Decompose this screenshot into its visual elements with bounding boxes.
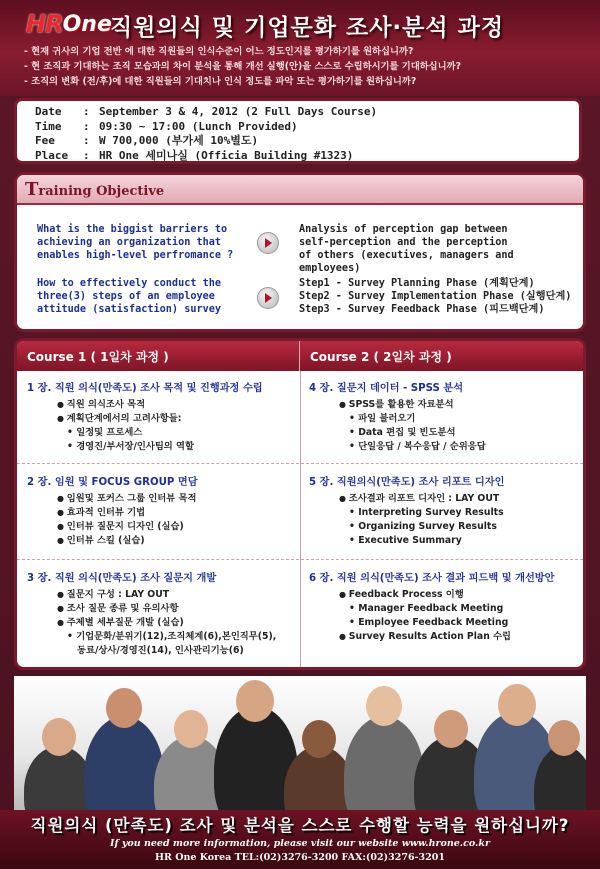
list-item: 동료/상사/경영진(14), 인사관리기능(6)	[77, 645, 244, 656]
list-item: • Manager Feedback Meeting	[309, 602, 554, 616]
chapter-title: 4 장. 질문지 데이터 - SPSS 분석	[309, 383, 464, 394]
list-item: • Interpreting Survey Results	[309, 506, 504, 520]
row-divider	[17, 463, 583, 465]
column-divider	[300, 371, 301, 667]
info-row-place: Place : HR One 세미나실 (Officia Building #1323)	[35, 148, 354, 162]
objective-question: What is the biggist barriers to achieving an organization that enables high-level perfromance ?	[37, 224, 234, 261]
list-item: • 파일 불러오기	[309, 412, 486, 426]
list-item: ● 임원및 포커스 그룹 인터뷰 목적	[27, 492, 198, 506]
list-item: ● 인터뷰 질문지 디자인 (실습)	[27, 520, 198, 534]
chapter-6	[309, 569, 554, 644]
arrow-right-icon	[257, 232, 279, 254]
footer-contact-text: HR One Korea TEL:(02)3276-3200 FAX:(02)3276-3201	[155, 852, 445, 863]
chapter-title: 5 장. 직원의식(만족도) 조사 리포트 디자인	[309, 477, 505, 488]
header-bullet-list	[24, 44, 584, 89]
header-bullet: - 현재 귀사의 기업 전반 에 대한 직원들의 인식수준이 어느 정도인지를 평가하기를 원하십니까?	[24, 46, 414, 57]
list-item: ● 조사결과 리포트 디자인 : LAY OUT	[309, 492, 504, 506]
chapter-title: 6 장. 직원 의식(만족도) 조사 결과 피드백 및 개선방안	[309, 573, 555, 584]
list-item: • Data 편집 및 빈도분석	[309, 426, 486, 440]
list-item: • 단일응답 / 복수응답 / 순위응답	[309, 440, 486, 454]
chapter-4	[309, 379, 486, 454]
list-item: ● 조사 질문 종류 및 유의사항	[27, 602, 276, 616]
list-item: ● 직원 의식조사 목적	[27, 398, 263, 412]
list-item: • 일정및 프로세스	[27, 426, 263, 440]
cheering-group-photo	[14, 676, 586, 812]
course1-label: Course 1 ( 1일차 과정 )	[17, 341, 300, 371]
chapter-2	[27, 473, 198, 548]
chapter-title: 2 장. 임원 및 FOCUS GROUP 면담	[27, 477, 198, 488]
list-item: ● 인터뷰 스킬 (실습)	[27, 534, 198, 548]
objective-answer: Analysis of perception gap between self-perception and the perception of others (executives, managers and employees)	[299, 224, 514, 274]
list-item: ● Feedback Process 이행	[309, 588, 554, 602]
list-item: ● SPSS를 활용한 자료분석	[309, 398, 486, 412]
chapter-title: 1 장. 직원 의식(만족도) 조사 목적 및 진행과정 수립	[27, 383, 263, 394]
header-bullet: - 조직의 변화 (전/후)에 대한 직원들의 기대치나 인식 정도를 파악 또는 평가하기를 원하십니까?	[24, 76, 417, 87]
list-item: ● 계획단계에서의 고려사항들:	[27, 412, 263, 426]
header-bullet: - 현 조직과 기대하는 조직 모습과의 차이 분석을 통해 개선 실행(안)을 스스로 수립하시기를 기대하십니까?	[24, 61, 462, 72]
page-title: 직원의식 및 기업문화 조사·분석 과정	[110, 15, 505, 41]
chapter-3	[27, 569, 276, 658]
training-objective-header	[17, 175, 583, 205]
chapter-5	[309, 473, 504, 548]
list-item: ● 질문지 구성 : LAY OUT	[27, 588, 276, 602]
course-info-box	[14, 98, 582, 164]
training-objective-title: Training Objective	[25, 178, 165, 200]
list-item: • Employee Feedback Meeting	[309, 616, 554, 630]
hrone-logo: HR One	[26, 10, 112, 38]
course2-label: Course 2 ( 2일차 과정 )	[310, 349, 452, 364]
row-divider	[17, 559, 583, 561]
footer-slogan: 직원의식 (만족도) 조사 및 분석을 스스로 수행할 능력을 원하십니까?	[30, 816, 570, 835]
list-item: ● 주제별 세부질문 개발 (실습)	[27, 616, 276, 630]
header	[0, 0, 600, 96]
arrow-right-icon	[257, 287, 279, 309]
chapter-title: 3 장. 직원 의식(만족도) 조사 질문지 개발	[27, 573, 217, 584]
course-grid	[17, 371, 583, 667]
footer-website-text: If you need more information, please visit our website www.hrone.co.kr	[110, 838, 490, 849]
info-row-date: Date : September 3 & 4, 2012 (2 Full Days Course)	[35, 105, 378, 118]
chapter-1	[27, 379, 263, 454]
course-header	[17, 341, 583, 371]
list-item: • Executive Summary	[309, 534, 504, 548]
list-item: • 기업문화/분위기(12),조직체계(6),본인직무(5),	[27, 630, 276, 644]
list-item: ● Survey Results Action Plan 수립	[309, 630, 554, 644]
list-item: • 경영진/부서장/인사팀의 역할	[27, 440, 263, 454]
info-row-time: Time : 09:30 ~ 17:00 (Lunch Provided)	[35, 119, 298, 133]
course-box	[14, 338, 586, 670]
objective-answer: Step1 - Survey Planning Phase (계획단계) Step2 - Survey Implementation Phase (실행단계) Step3 - Survey Feedback Phase (피드백단계)	[299, 278, 572, 315]
objective-question: How to effectively conduct the three(3) steps of an employee attitude (satisfaction) survey	[37, 278, 222, 315]
training-objective-body	[17, 205, 583, 332]
list-item: • Organizing Survey Results	[309, 520, 504, 534]
list-item: ● 효과적 인터뷰 기법	[27, 506, 198, 520]
footer	[0, 810, 600, 869]
training-objective-box	[14, 172, 586, 332]
info-row-fee: Fee : W 700,000 (부가세 10%별도)	[35, 134, 259, 147]
